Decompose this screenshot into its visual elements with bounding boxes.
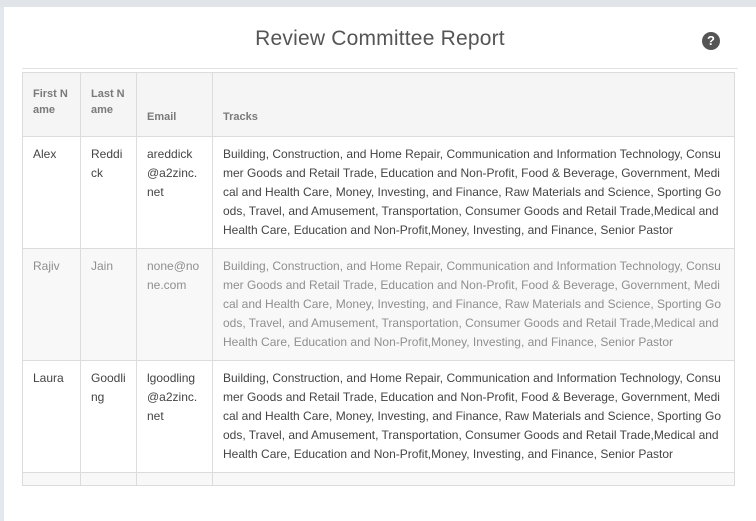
cell-tracks: Building, Construction, and Home Repair, Communication and Information Technology, Consumer Goods and Retail Trade, Education and Non-Profit, Food & Beverage, Government, Medical and Health Care, Money, Investing, and Finance, Raw Materials and Science, Sporting Goods, Travel, and Amusement, Transportation, Consumer Goods and Retail Trade,Medical and Health Care, Education and Non-Profit,Money, Investing, and Finance, Senior Pastor (213, 249, 735, 361)
cell-last-name: Reddick (81, 137, 137, 249)
table-row[interactable] (23, 137, 735, 249)
column-header-first-name[interactable]: First Name (23, 73, 81, 137)
table-header-row (23, 73, 735, 137)
table-row[interactable] (23, 361, 735, 473)
cell-empty (81, 473, 137, 486)
column-header-tracks-label: Tracks (223, 111, 258, 123)
column-header-tracks[interactable] (213, 73, 735, 137)
page-title: Review Committee Report (255, 27, 505, 50)
table-row-partial (23, 473, 735, 486)
question-circle-icon[interactable]: ? (702, 32, 720, 50)
cell-first-name: Alex (23, 137, 81, 249)
cell-last-name: Goodling (81, 361, 137, 473)
column-header-email-label: Email (147, 111, 177, 123)
cell-email: areddick@a2zinc.net (137, 137, 213, 249)
cell-empty (213, 473, 735, 486)
cell-first-name: Rajiv (23, 249, 81, 361)
report-header (22, 7, 738, 69)
cell-tracks: Building, Construction, and Home Repair, Communication and Information Technology, Consumer Goods and Retail Trade, Education and Non-Profit, Food & Beverage, Government, Medical and Health Care, Money, Investing, and Finance, Raw Materials and Science, Sporting Goods, Travel, and Amusement, Transportation, Consumer Goods and Retail Trade,Medical and Health Care, Education and Non-Profit,Money, Investing, and Finance, Senior Pastor (213, 137, 735, 249)
top-strip (0, 0, 756, 7)
report-panel (4, 7, 756, 521)
cell-last-name: Jain (81, 249, 137, 361)
cell-email: lgoodling@a2zinc.net (137, 361, 213, 473)
column-header-last-name[interactable]: Last Name (81, 73, 137, 137)
table-row[interactable] (23, 249, 735, 361)
column-header-email[interactable] (137, 73, 213, 137)
cell-empty (23, 473, 81, 486)
report-table (22, 72, 735, 486)
cell-email: none@none.com (137, 249, 213, 361)
cell-empty (137, 473, 213, 486)
cell-tracks: Building, Construction, and Home Repair, Communication and Information Technology, Consumer Goods and Retail Trade, Education and Non-Profit, Food & Beverage, Government, Medical and Health Care, Money, Investing, and Finance, Raw Materials and Science, Sporting Goods, Travel, and Amusement, Transportation, Consumer Goods and Retail Trade,Medical and Health Care, Education and Non-Profit,Money, Investing, and Finance, Senior Pastor (213, 361, 735, 473)
cell-first-name: Laura (23, 361, 81, 473)
